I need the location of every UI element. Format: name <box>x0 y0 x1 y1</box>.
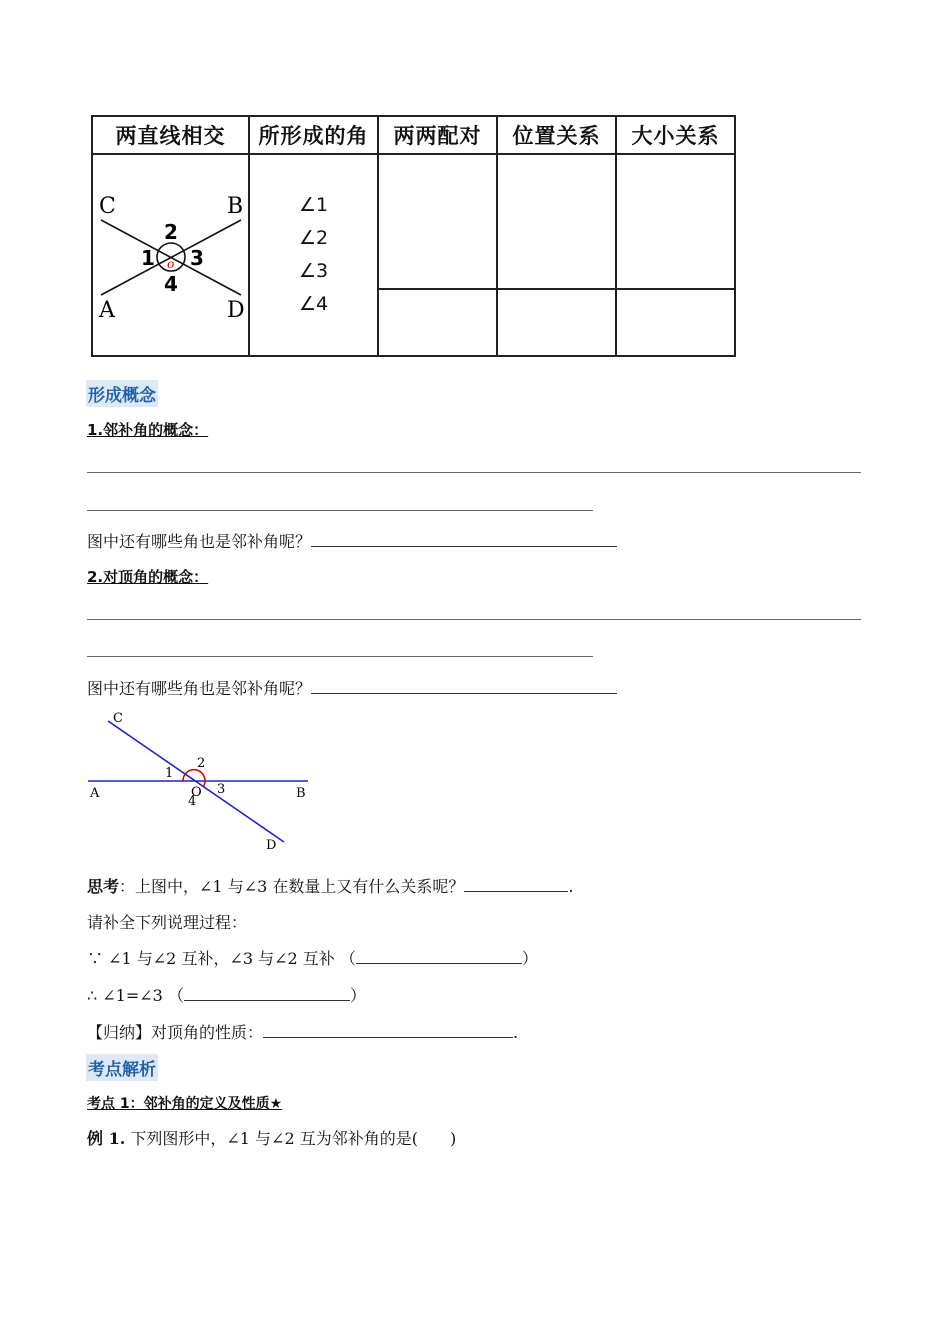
therefore-symbol: ∴ <box>87 986 98 1005</box>
summary-line <box>87 1020 518 1043</box>
label-angle-3: 3 <box>190 246 204 270</box>
label-angle-3: 3 <box>217 782 226 797</box>
header-intersecting-lines: 两直线相交 <box>92 116 249 154</box>
label-angle-4: 4 <box>164 272 178 296</box>
example-1-label: 例 1. <box>87 1129 126 1148</box>
label-c: C <box>99 194 116 219</box>
think-end: . <box>568 877 574 896</box>
answer-line-1a[interactable] <box>87 472 861 473</box>
size-cell-2[interactable] <box>616 289 735 356</box>
concept-2-title: 2.对顶角的概念： <box>87 568 209 586</box>
answer-line-1b[interactable] <box>87 510 593 511</box>
label-o: o <box>167 257 175 271</box>
point-1-title: 考点 1：邻补角的定义及性质★ <box>87 1096 283 1112</box>
position-cell-2[interactable] <box>497 289 616 356</box>
vertical-angles-figure <box>85 705 320 855</box>
think-blank[interactable] <box>464 877 568 892</box>
question-1 <box>87 529 617 552</box>
summary-end: . <box>513 1023 519 1042</box>
intersecting-lines-table <box>91 115 736 357</box>
summary-blank[interactable] <box>263 1023 513 1038</box>
label-a: A <box>90 786 100 801</box>
header-size-relation: 大小关系 <box>616 116 735 154</box>
header-pairing: 两两配对 <box>378 116 497 154</box>
label-angle-2: 2 <box>197 756 206 771</box>
question-2-blank[interactable] <box>311 679 617 694</box>
pair-cell-2[interactable] <box>378 289 497 356</box>
header-position-relation: 位置关系 <box>497 116 616 154</box>
because-text: ∠1 与∠2 互补，∠3 与∠2 互补 （ <box>103 949 356 968</box>
think-text: ：上图中，∠1 与∠3 在数量上又有什么关系呢？ <box>119 877 465 896</box>
label-c: C <box>113 711 123 726</box>
question-2 <box>87 676 617 699</box>
label-d: D <box>266 838 277 853</box>
label-a: A <box>99 298 115 323</box>
think-label: 思考 <box>87 877 120 896</box>
question-2-text: 图中还有哪些角也是邻补角呢？ <box>87 679 312 698</box>
header-formed-angles: 所形成的角 <box>249 116 378 154</box>
angle-1: ∠1 <box>298 194 329 216</box>
because-blank[interactable] <box>356 949 522 964</box>
fill-intro: 请补全下列说理过程： <box>87 913 248 932</box>
section-key-points: 考点解析 <box>86 1054 158 1081</box>
therefore-line <box>87 983 366 1006</box>
therefore-blank[interactable] <box>184 986 350 1001</box>
angle-4: ∠4 <box>298 293 329 315</box>
position-cell-1[interactable] <box>497 154 616 289</box>
because-close: ） <box>521 949 538 968</box>
question-1-text: 图中还有哪些角也是邻补角呢？ <box>87 532 312 551</box>
angle-2: ∠2 <box>298 227 329 249</box>
pair-cell-1[interactable] <box>378 154 497 289</box>
summary-text: 对顶角的性质： <box>151 1023 264 1042</box>
question-1-blank[interactable] <box>311 532 617 547</box>
section-form-concept: 形成概念 <box>86 380 158 407</box>
figure-cell <box>92 154 249 356</box>
answer-line-2a[interactable] <box>87 619 861 620</box>
example-1 <box>87 1126 456 1149</box>
example-1-text: 下列图形中，∠1 与∠2 互为邻补角的是( ) <box>125 1129 457 1148</box>
concept-1-title: 1.邻补角的概念： <box>87 421 209 439</box>
therefore-text: ∠1=∠3 （ <box>97 986 184 1005</box>
label-b: B <box>296 786 306 801</box>
size-cell-1[interactable] <box>616 154 735 289</box>
label-angle-2: 2 <box>164 220 178 244</box>
answer-line-2b[interactable] <box>87 656 593 657</box>
label-b: B <box>227 194 244 219</box>
therefore-close: ） <box>349 986 366 1005</box>
label-angle-1: 1 <box>141 246 155 270</box>
label-angle-4: 4 <box>188 794 197 809</box>
because-symbol: ∵ <box>87 949 104 968</box>
think-question <box>87 874 573 897</box>
summary-label: 【归纳】 <box>87 1023 152 1042</box>
label-o: O <box>191 785 202 800</box>
intersecting-lines-figure <box>93 155 248 355</box>
label-d: D <box>227 298 245 323</box>
angle-3: ∠3 <box>298 260 329 282</box>
label-angle-1: 1 <box>165 766 174 781</box>
because-line <box>87 946 538 969</box>
angles-cell <box>249 154 378 356</box>
